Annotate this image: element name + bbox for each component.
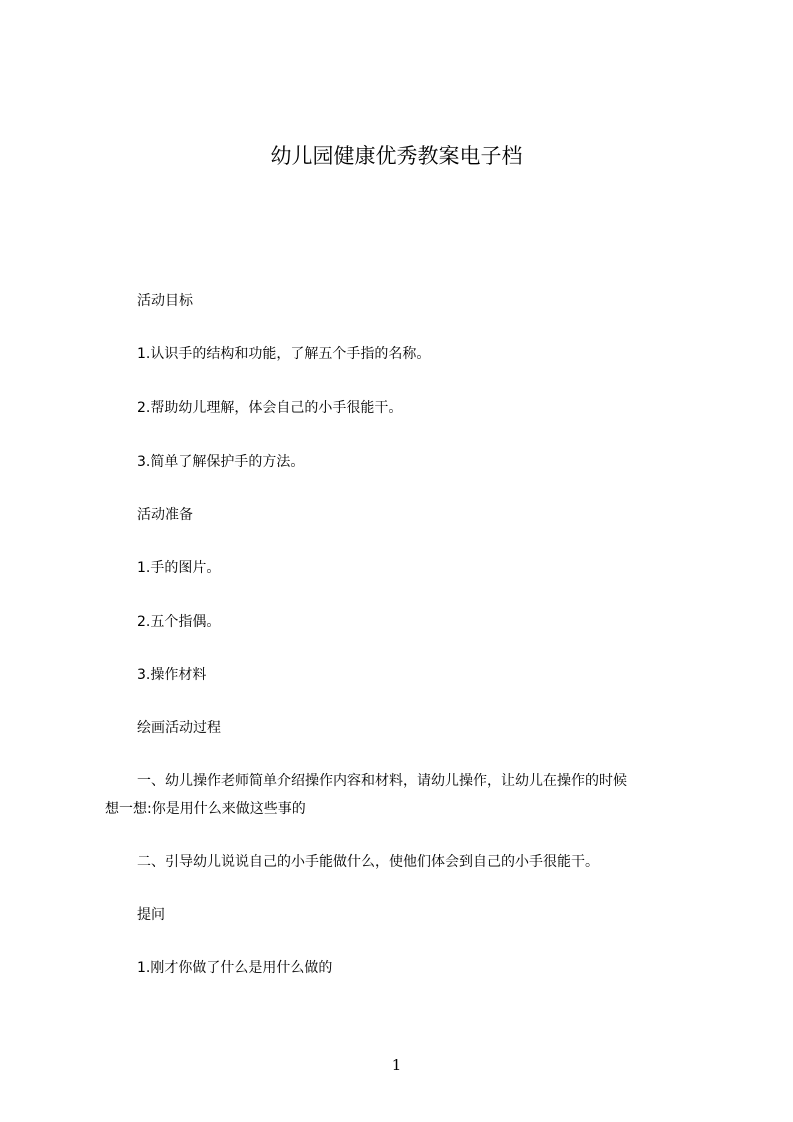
goal-item-3: 3.简单了解保护手的方法。 xyxy=(137,454,305,470)
document-title: 幼儿园健康优秀教案电子档 xyxy=(270,144,523,168)
page-number: 1 xyxy=(391,1056,402,1074)
goal-item-2: 2.帮助幼儿理解，体会自己的小手很能干。 xyxy=(137,400,403,416)
questions-heading: 提问 xyxy=(137,907,165,923)
process-step-1 xyxy=(105,771,705,819)
process-step-2: 二、引导幼儿说说自己的小手能做什么，使他们体会到自己的小手很能干。 xyxy=(137,854,599,870)
section-heading-process: 绘画活动过程 xyxy=(137,720,221,736)
preparation-item-3: 3.操作材料 xyxy=(137,667,207,683)
preparation-item-2: 2.五个指偶。 xyxy=(137,614,221,630)
process-step-1-line-2: 想一想:你是用什么来做这些事的 xyxy=(105,801,306,817)
process-step-1-line-1: 一、幼儿操作老师简单介绍操作内容和材料，请幼儿操作，让幼儿在操作的时候 xyxy=(137,773,627,789)
question-item-1: 1.刚才你做了什么是用什么做的 xyxy=(137,960,333,976)
section-heading-goals: 活动目标 xyxy=(137,293,193,309)
goal-item-1: 1.认识手的结构和功能，了解五个手指的名称。 xyxy=(137,346,431,362)
section-heading-preparation: 活动准备 xyxy=(137,507,193,523)
preparation-item-1: 1.手的图片。 xyxy=(137,560,221,576)
